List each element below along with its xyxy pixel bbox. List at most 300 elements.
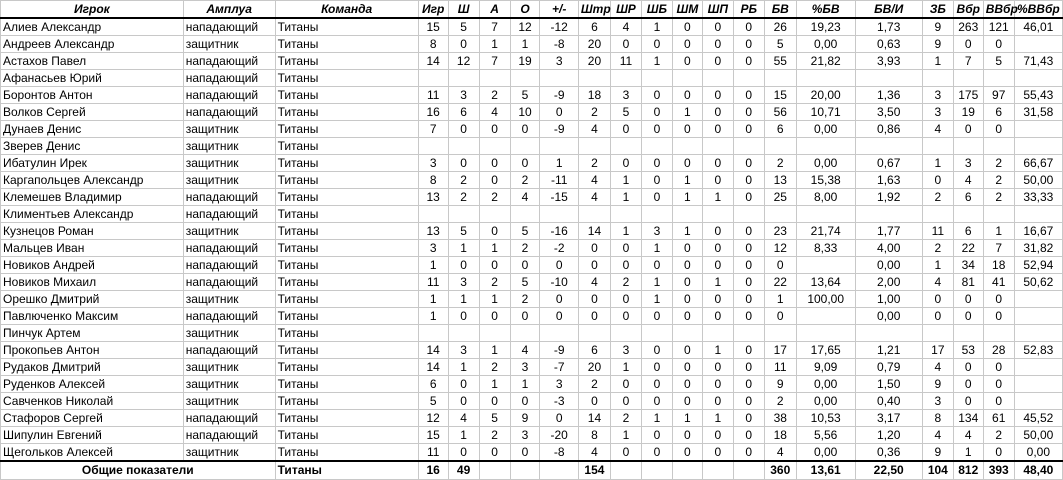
- table-cell[interactable]: 17,65: [796, 342, 855, 359]
- table-cell[interactable]: [479, 70, 510, 87]
- table-cell[interactable]: 14: [418, 359, 448, 376]
- table-cell[interactable]: 7: [479, 53, 510, 70]
- table-cell[interactable]: 1,63: [855, 172, 922, 189]
- table-cell[interactable]: 1: [641, 240, 672, 257]
- table-cell[interactable]: [922, 206, 953, 223]
- table-cell[interactable]: 0: [983, 121, 1014, 138]
- table-cell[interactable]: 0: [479, 155, 510, 172]
- table-cell[interactable]: 1: [702, 189, 733, 206]
- table-cell[interactable]: 4: [578, 172, 610, 189]
- table-cell[interactable]: [796, 308, 855, 325]
- table-cell[interactable]: 0: [540, 104, 578, 121]
- column-header[interactable]: Команда: [275, 1, 418, 19]
- table-cell[interactable]: 4: [922, 274, 953, 291]
- table-cell[interactable]: 9: [922, 376, 953, 393]
- table-cell[interactable]: 0: [672, 18, 702, 36]
- table-cell[interactable]: 0: [702, 172, 733, 189]
- table-cell[interactable]: 0: [641, 155, 672, 172]
- table-cell[interactable]: 2: [578, 104, 610, 121]
- table-cell[interactable]: [510, 206, 540, 223]
- table-cell[interactable]: 1: [610, 427, 641, 444]
- table-cell[interactable]: [672, 138, 702, 155]
- table-cell[interactable]: [540, 325, 578, 342]
- table-cell[interactable]: 8: [418, 36, 448, 53]
- table-cell[interactable]: 1: [702, 410, 733, 427]
- table-cell[interactable]: 19: [510, 53, 540, 70]
- table-cell[interactable]: 3,50: [855, 104, 922, 121]
- table-cell[interactable]: 0: [702, 376, 733, 393]
- table-cell[interactable]: защитник: [183, 155, 275, 172]
- table-cell[interactable]: [764, 206, 796, 223]
- table-cell[interactable]: 0: [733, 87, 764, 104]
- totals-cell[interactable]: [702, 461, 733, 479]
- table-cell[interactable]: [641, 138, 672, 155]
- table-cell[interactable]: [610, 206, 641, 223]
- table-cell[interactable]: Титаны: [275, 257, 418, 274]
- table-cell[interactable]: 0: [641, 342, 672, 359]
- table-cell[interactable]: 0,00: [796, 444, 855, 462]
- table-cell[interactable]: [733, 325, 764, 342]
- table-cell[interactable]: [479, 325, 510, 342]
- table-cell[interactable]: 1: [922, 257, 953, 274]
- table-cell[interactable]: Титаны: [275, 155, 418, 172]
- table-cell[interactable]: 0: [733, 223, 764, 240]
- table-cell[interactable]: 1: [641, 410, 672, 427]
- table-cell[interactable]: 53: [953, 342, 983, 359]
- table-cell[interactable]: 0: [733, 410, 764, 427]
- table-cell[interactable]: [983, 206, 1014, 223]
- table-cell[interactable]: 13: [764, 172, 796, 189]
- table-cell[interactable]: 45,52: [1014, 410, 1062, 427]
- table-cell[interactable]: 0: [702, 121, 733, 138]
- table-cell[interactable]: [855, 138, 922, 155]
- table-cell[interactable]: 0: [610, 308, 641, 325]
- table-cell[interactable]: 21,74: [796, 223, 855, 240]
- table-cell[interactable]: 9: [764, 376, 796, 393]
- table-cell[interactable]: 3: [641, 223, 672, 240]
- table-cell[interactable]: 0: [672, 87, 702, 104]
- table-cell[interactable]: 175: [953, 87, 983, 104]
- table-cell[interactable]: 1: [418, 291, 448, 308]
- table-cell[interactable]: -9: [540, 121, 578, 138]
- table-cell[interactable]: 17: [922, 342, 953, 359]
- table-cell[interactable]: 1: [953, 444, 983, 462]
- table-cell[interactable]: 0: [641, 257, 672, 274]
- table-cell[interactable]: 1,77: [855, 223, 922, 240]
- table-cell[interactable]: 18: [578, 87, 610, 104]
- table-cell[interactable]: 0: [479, 257, 510, 274]
- table-cell[interactable]: 0: [610, 444, 641, 462]
- table-cell[interactable]: 1: [479, 36, 510, 53]
- table-cell[interactable]: 11: [418, 274, 448, 291]
- table-cell[interactable]: 4: [922, 359, 953, 376]
- table-cell[interactable]: 0,00: [855, 308, 922, 325]
- table-cell[interactable]: [953, 206, 983, 223]
- table-cell[interactable]: 5: [448, 18, 479, 36]
- table-cell[interactable]: [578, 138, 610, 155]
- table-cell[interactable]: [540, 70, 578, 87]
- table-cell[interactable]: 12: [418, 410, 448, 427]
- table-cell[interactable]: Кузнецов Роман: [1, 223, 184, 240]
- table-cell[interactable]: 1: [510, 376, 540, 393]
- table-cell[interactable]: 0: [733, 427, 764, 444]
- table-cell[interactable]: 0,00: [796, 393, 855, 410]
- table-cell[interactable]: 0: [672, 427, 702, 444]
- table-cell[interactable]: Андреев Александр: [1, 36, 184, 53]
- table-cell[interactable]: 3: [922, 87, 953, 104]
- table-cell[interactable]: Клемешев Владимир: [1, 189, 184, 206]
- table-cell[interactable]: 0: [702, 240, 733, 257]
- table-cell[interactable]: 4: [764, 444, 796, 462]
- table-cell[interactable]: 1: [479, 291, 510, 308]
- table-cell[interactable]: Титаны: [275, 274, 418, 291]
- table-cell[interactable]: [418, 325, 448, 342]
- table-cell[interactable]: 2: [510, 172, 540, 189]
- table-cell[interactable]: 4,00: [855, 240, 922, 257]
- column-header[interactable]: %БВ: [796, 1, 855, 19]
- table-cell[interactable]: Савченков Николай: [1, 393, 184, 410]
- table-cell[interactable]: 41: [983, 274, 1014, 291]
- table-cell[interactable]: 0,00: [796, 121, 855, 138]
- table-cell[interactable]: 0: [510, 444, 540, 462]
- totals-cell[interactable]: 812: [953, 461, 983, 479]
- table-cell[interactable]: [733, 70, 764, 87]
- table-cell[interactable]: 13: [418, 189, 448, 206]
- table-cell[interactable]: [796, 325, 855, 342]
- table-cell[interactable]: 9: [922, 444, 953, 462]
- table-cell[interactable]: Титаны: [275, 206, 418, 223]
- table-cell[interactable]: 4: [953, 427, 983, 444]
- table-cell[interactable]: 1: [672, 223, 702, 240]
- table-cell[interactable]: -7: [540, 359, 578, 376]
- table-cell[interactable]: 2: [610, 410, 641, 427]
- table-cell[interactable]: Шипулин Евгений: [1, 427, 184, 444]
- table-cell[interactable]: 11: [418, 87, 448, 104]
- table-cell[interactable]: [1014, 308, 1062, 325]
- table-cell[interactable]: 1,21: [855, 342, 922, 359]
- table-cell[interactable]: Пинчук Артем: [1, 325, 184, 342]
- table-cell[interactable]: 6: [578, 18, 610, 36]
- table-cell[interactable]: 0: [479, 444, 510, 462]
- table-cell[interactable]: [578, 206, 610, 223]
- table-cell[interactable]: 3: [448, 342, 479, 359]
- table-cell[interactable]: 7: [983, 240, 1014, 257]
- table-cell[interactable]: 0: [733, 172, 764, 189]
- table-cell[interactable]: Титаны: [275, 138, 418, 155]
- table-cell[interactable]: [983, 70, 1014, 87]
- table-cell[interactable]: 3: [418, 155, 448, 172]
- table-cell[interactable]: нападающий: [183, 18, 275, 36]
- table-cell[interactable]: 50,62: [1014, 274, 1062, 291]
- table-cell[interactable]: 16,67: [1014, 223, 1062, 240]
- table-cell[interactable]: 55,43: [1014, 87, 1062, 104]
- table-cell[interactable]: Титаны: [275, 308, 418, 325]
- table-cell[interactable]: 1: [672, 410, 702, 427]
- table-cell[interactable]: 3: [610, 87, 641, 104]
- table-cell[interactable]: 21,82: [796, 53, 855, 70]
- table-cell[interactable]: [702, 206, 733, 223]
- table-cell[interactable]: [764, 70, 796, 87]
- table-cell[interactable]: 0: [479, 172, 510, 189]
- table-cell[interactable]: 1: [641, 274, 672, 291]
- table-cell[interactable]: 0: [672, 444, 702, 462]
- table-cell[interactable]: нападающий: [183, 104, 275, 121]
- table-cell[interactable]: Титаны: [275, 410, 418, 427]
- table-cell[interactable]: 55: [764, 53, 796, 70]
- table-cell[interactable]: 0: [953, 121, 983, 138]
- table-cell[interactable]: 0: [733, 291, 764, 308]
- table-cell[interactable]: 0: [610, 240, 641, 257]
- table-cell[interactable]: [418, 70, 448, 87]
- table-cell[interactable]: защитник: [183, 376, 275, 393]
- table-cell[interactable]: 7: [479, 18, 510, 36]
- table-cell[interactable]: 0: [479, 393, 510, 410]
- table-cell[interactable]: нападающий: [183, 410, 275, 427]
- table-cell[interactable]: 0,00: [796, 376, 855, 393]
- table-cell[interactable]: 6: [764, 121, 796, 138]
- table-cell[interactable]: 20,00: [796, 87, 855, 104]
- table-cell[interactable]: 0: [702, 393, 733, 410]
- table-cell[interactable]: 0: [702, 87, 733, 104]
- table-cell[interactable]: 52,94: [1014, 257, 1062, 274]
- table-cell[interactable]: 0: [510, 308, 540, 325]
- table-cell[interactable]: 0: [733, 240, 764, 257]
- table-cell[interactable]: 14: [418, 342, 448, 359]
- table-cell[interactable]: 5: [610, 104, 641, 121]
- table-cell[interactable]: 3: [448, 274, 479, 291]
- column-header[interactable]: Амплуа: [183, 1, 275, 19]
- table-cell[interactable]: 0: [702, 155, 733, 172]
- table-cell[interactable]: 15: [418, 427, 448, 444]
- table-cell[interactable]: 0: [733, 53, 764, 70]
- table-cell[interactable]: [448, 325, 479, 342]
- totals-cell[interactable]: [510, 461, 540, 479]
- table-cell[interactable]: -12: [540, 18, 578, 36]
- table-cell[interactable]: 0: [610, 393, 641, 410]
- table-cell[interactable]: 10: [510, 104, 540, 121]
- table-cell[interactable]: [1014, 393, 1062, 410]
- table-cell[interactable]: 50,00: [1014, 427, 1062, 444]
- table-cell[interactable]: 1: [672, 189, 702, 206]
- table-cell[interactable]: -20: [540, 427, 578, 444]
- table-cell[interactable]: 97: [983, 87, 1014, 104]
- table-cell[interactable]: Орешко Дмитрий: [1, 291, 184, 308]
- table-cell[interactable]: 5: [983, 53, 1014, 70]
- table-cell[interactable]: 1,73: [855, 18, 922, 36]
- table-cell[interactable]: 0: [610, 36, 641, 53]
- totals-cell[interactable]: [479, 461, 510, 479]
- table-cell[interactable]: защитник: [183, 444, 275, 462]
- table-cell[interactable]: 0: [764, 308, 796, 325]
- table-cell[interactable]: Титаны: [275, 104, 418, 121]
- table-cell[interactable]: 19: [953, 104, 983, 121]
- table-cell[interactable]: [733, 206, 764, 223]
- table-cell[interactable]: 0: [733, 121, 764, 138]
- table-cell[interactable]: Титаны: [275, 36, 418, 53]
- table-cell[interactable]: 2: [479, 274, 510, 291]
- totals-cell[interactable]: 13,61: [796, 461, 855, 479]
- table-cell[interactable]: [1014, 70, 1062, 87]
- table-cell[interactable]: 50,00: [1014, 172, 1062, 189]
- table-cell[interactable]: [448, 138, 479, 155]
- table-cell[interactable]: 0: [953, 393, 983, 410]
- table-cell[interactable]: нападающий: [183, 274, 275, 291]
- table-cell[interactable]: 3: [540, 376, 578, 393]
- table-cell[interactable]: 0: [764, 257, 796, 274]
- table-cell[interactable]: -3: [540, 393, 578, 410]
- table-cell[interactable]: 1: [641, 53, 672, 70]
- table-cell[interactable]: 4: [578, 444, 610, 462]
- table-cell[interactable]: -9: [540, 87, 578, 104]
- table-cell[interactable]: 1: [479, 376, 510, 393]
- table-cell[interactable]: [610, 138, 641, 155]
- table-cell[interactable]: 18: [764, 427, 796, 444]
- totals-cell[interactable]: [672, 461, 702, 479]
- table-cell[interactable]: Павлюченко Максим: [1, 308, 184, 325]
- table-cell[interactable]: [672, 325, 702, 342]
- table-cell[interactable]: 3: [953, 155, 983, 172]
- table-cell[interactable]: 2: [448, 172, 479, 189]
- table-cell[interactable]: 0: [479, 308, 510, 325]
- table-cell[interactable]: нападающий: [183, 53, 275, 70]
- table-cell[interactable]: 0: [702, 104, 733, 121]
- table-cell[interactable]: 81: [953, 274, 983, 291]
- table-cell[interactable]: защитник: [183, 359, 275, 376]
- table-cell[interactable]: 0: [733, 257, 764, 274]
- table-cell[interactable]: 1,50: [855, 376, 922, 393]
- table-cell[interactable]: 0,36: [855, 444, 922, 462]
- table-cell[interactable]: 0: [578, 257, 610, 274]
- table-cell[interactable]: 0: [448, 36, 479, 53]
- table-cell[interactable]: [983, 138, 1014, 155]
- column-header[interactable]: ШБ: [641, 1, 672, 19]
- table-cell[interactable]: [764, 325, 796, 342]
- table-cell[interactable]: 0: [510, 257, 540, 274]
- table-cell[interactable]: 0: [510, 121, 540, 138]
- table-cell[interactable]: 0: [922, 291, 953, 308]
- table-cell[interactable]: 0: [702, 359, 733, 376]
- table-cell[interactable]: 2: [610, 274, 641, 291]
- table-cell[interactable]: 0: [983, 359, 1014, 376]
- table-cell[interactable]: 0: [672, 53, 702, 70]
- table-cell[interactable]: [1014, 36, 1062, 53]
- table-cell[interactable]: Титаны: [275, 223, 418, 240]
- table-cell[interactable]: 10,71: [796, 104, 855, 121]
- table-cell[interactable]: нападающий: [183, 240, 275, 257]
- table-cell[interactable]: 4: [610, 18, 641, 36]
- table-cell[interactable]: 0: [641, 427, 672, 444]
- table-cell[interactable]: [1014, 206, 1062, 223]
- table-cell[interactable]: 0: [641, 359, 672, 376]
- table-cell[interactable]: 1: [764, 291, 796, 308]
- table-cell[interactable]: 5: [510, 87, 540, 104]
- table-cell[interactable]: Титаны: [275, 240, 418, 257]
- table-cell[interactable]: 38: [764, 410, 796, 427]
- table-cell[interactable]: 15,38: [796, 172, 855, 189]
- table-cell[interactable]: защитник: [183, 36, 275, 53]
- column-header[interactable]: ШМ: [672, 1, 702, 19]
- column-header[interactable]: ВВбр: [983, 1, 1014, 19]
- table-cell[interactable]: [1014, 325, 1062, 342]
- table-cell[interactable]: 0: [672, 291, 702, 308]
- table-cell[interactable]: 2: [510, 291, 540, 308]
- table-cell[interactable]: 5: [418, 393, 448, 410]
- table-cell[interactable]: 1: [418, 257, 448, 274]
- table-cell[interactable]: 0: [702, 53, 733, 70]
- table-cell[interactable]: [922, 70, 953, 87]
- table-cell[interactable]: [702, 70, 733, 87]
- column-header[interactable]: %ВВбр: [1014, 1, 1062, 19]
- table-cell[interactable]: Титаны: [275, 53, 418, 70]
- table-cell[interactable]: защитник: [183, 393, 275, 410]
- totals-cell[interactable]: [540, 461, 578, 479]
- table-cell[interactable]: 5: [510, 274, 540, 291]
- table-cell[interactable]: нападающий: [183, 87, 275, 104]
- table-cell[interactable]: -10: [540, 274, 578, 291]
- table-cell[interactable]: 0: [578, 393, 610, 410]
- table-cell[interactable]: Титаны: [275, 342, 418, 359]
- table-cell[interactable]: 17: [764, 342, 796, 359]
- table-cell[interactable]: [510, 70, 540, 87]
- table-cell[interactable]: 0: [540, 257, 578, 274]
- table-cell[interactable]: [733, 138, 764, 155]
- table-cell[interactable]: 1: [610, 172, 641, 189]
- table-cell[interactable]: нападающий: [183, 342, 275, 359]
- table-cell[interactable]: Титаны: [275, 325, 418, 342]
- table-cell[interactable]: 0: [733, 155, 764, 172]
- table-cell[interactable]: защитник: [183, 325, 275, 342]
- table-cell[interactable]: 100,00: [796, 291, 855, 308]
- table-cell[interactable]: 2: [983, 155, 1014, 172]
- column-header[interactable]: БВ: [764, 1, 796, 19]
- table-cell[interactable]: 0: [672, 240, 702, 257]
- table-cell[interactable]: 46,01: [1014, 18, 1062, 36]
- table-cell[interactable]: нападающий: [183, 206, 275, 223]
- table-cell[interactable]: 0: [983, 308, 1014, 325]
- table-cell[interactable]: Титаны: [275, 70, 418, 87]
- table-cell[interactable]: 0: [540, 308, 578, 325]
- table-cell[interactable]: 1,00: [855, 291, 922, 308]
- table-cell[interactable]: 0: [733, 308, 764, 325]
- totals-cell[interactable]: 49: [448, 461, 479, 479]
- table-cell[interactable]: 8,00: [796, 189, 855, 206]
- table-cell[interactable]: 0: [479, 223, 510, 240]
- totals-cell[interactable]: [610, 461, 641, 479]
- table-cell[interactable]: 0: [733, 342, 764, 359]
- table-cell[interactable]: нападающий: [183, 427, 275, 444]
- table-cell[interactable]: 0: [578, 308, 610, 325]
- table-cell[interactable]: 0: [702, 18, 733, 36]
- table-cell[interactable]: 6: [418, 376, 448, 393]
- table-cell[interactable]: 4: [510, 189, 540, 206]
- table-cell[interactable]: 1: [510, 36, 540, 53]
- table-cell[interactable]: 2: [764, 155, 796, 172]
- table-cell[interactable]: 4: [479, 104, 510, 121]
- table-cell[interactable]: 1: [610, 359, 641, 376]
- table-cell[interactable]: защитник: [183, 121, 275, 138]
- table-cell[interactable]: [578, 325, 610, 342]
- table-cell[interactable]: Руденков Алексей: [1, 376, 184, 393]
- table-cell[interactable]: [796, 257, 855, 274]
- table-cell[interactable]: [479, 206, 510, 223]
- table-cell[interactable]: 1: [641, 18, 672, 36]
- table-cell[interactable]: 9: [510, 410, 540, 427]
- table-cell[interactable]: 134: [953, 410, 983, 427]
- table-cell[interactable]: 0: [510, 393, 540, 410]
- table-cell[interactable]: 1: [983, 223, 1014, 240]
- table-cell[interactable]: 2: [510, 240, 540, 257]
- table-cell[interactable]: 1,36: [855, 87, 922, 104]
